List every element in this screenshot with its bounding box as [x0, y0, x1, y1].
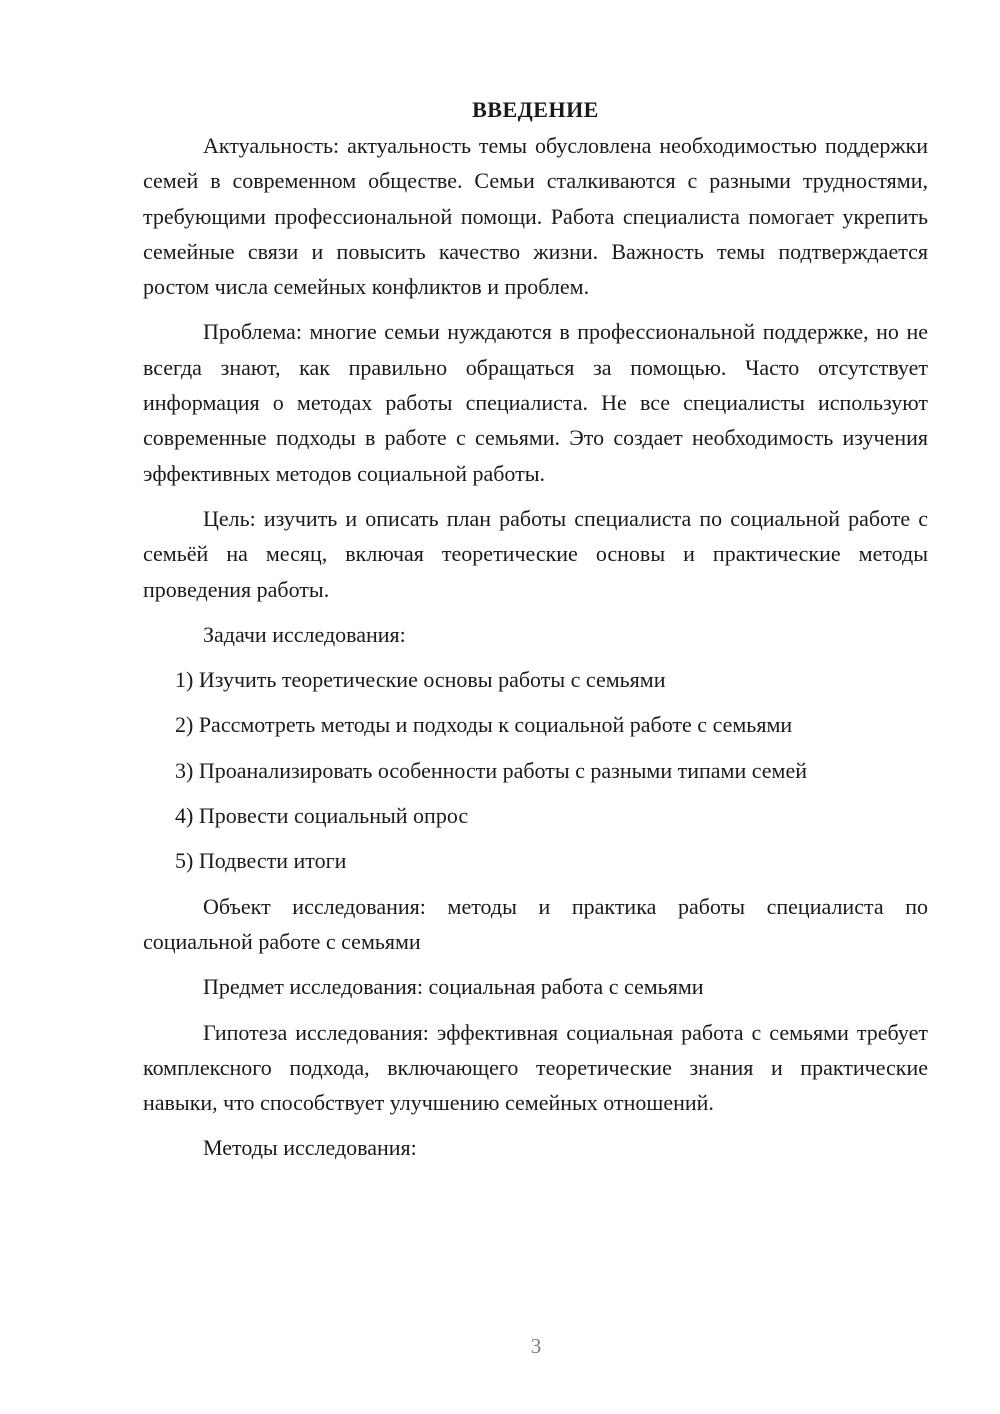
section-title: ВВЕДЕНИЕ [472, 97, 599, 122]
subject-paragraph: Предмет исследования: социальная работа с семьями [203, 974, 704, 1000]
list-item: 1) Изучить теоретические основы работы с семьями [175, 667, 666, 693]
list-item: 4) Провести социальный опрос [175, 803, 469, 829]
tasks-heading: Задачи исследования: [203, 621, 406, 647]
document-page [143, 94, 928, 1176]
object-paragraph: Объект исследования: методы и практика работы специалиста по социальной работе с семьями [143, 893, 928, 954]
list-item: 3) Проанализировать особенности работы с разными типами семей [175, 757, 808, 783]
tasks-list [143, 662, 928, 878]
relevance-paragraph: Актуальность: актуальность темы обусловлена необходимостью поддержки семей в современном обществе. Семьи сталкиваются с разными трудностями, требующими профессиональной помощи. Работа специалиста помогает укрепить семейные связи и повысить качество жизни. Важность темы подтверждается ростом числа семейных конфликтов и проблем. [143, 133, 928, 300]
page-number: 3 [530, 1334, 542, 1358]
goal-paragraph: Цель: изучить и описать план работы специалиста по социальной работе с семьёй на месяц, включая теоретические основы и практические методы проведения работы. [143, 505, 928, 602]
list-item: 5) Подвести итоги [175, 848, 347, 874]
problem-paragraph: Проблема: многие семьи нуждаются в профессиональной поддержке, но не всегда знают, как правильно обращаться за помощью. Часто отсутствует информация о методах работы специалиста. Не все специалисты используют современные подходы в работе с семьями. Это создает необходимость изучения эффективных методов социальной работы. [143, 319, 928, 486]
list-item: 2) Рассмотреть методы и подходы к социальной работе с семьями [175, 712, 793, 738]
methods-heading: Методы исследования: [203, 1135, 417, 1161]
hypothesis-paragraph: Гипотеза исследования: эффективная социальная работа с семьями требует комплексного подхода, включающего теоретические знания и практические навыки, что способствует улучшению семейных отношений. [143, 1019, 928, 1116]
